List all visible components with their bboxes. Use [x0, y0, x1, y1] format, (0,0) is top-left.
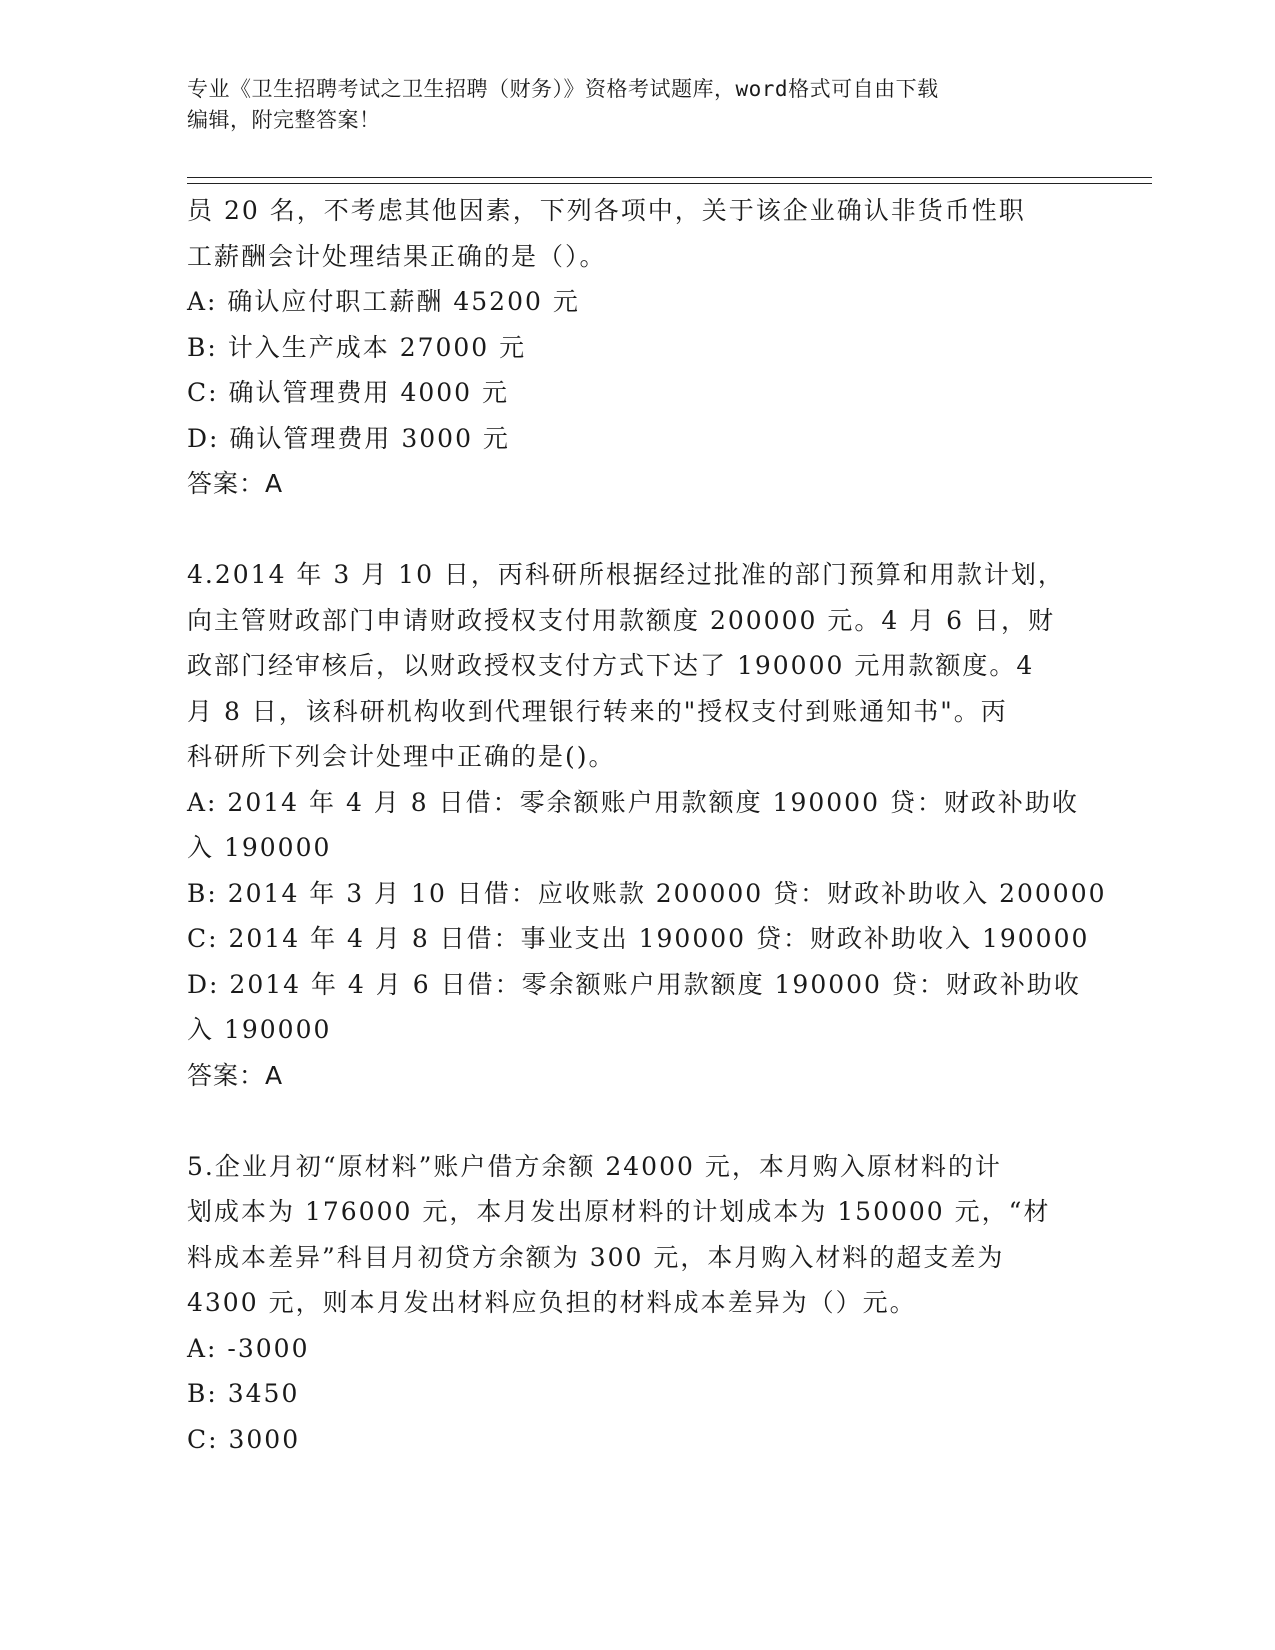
option-a: A: -3000	[187, 1333, 310, 1363]
answer-line: 答案：A	[187, 1060, 284, 1090]
question-stem-line: 员 20 名，不考虑其他因素，下列各项中，关于该企业确认非货币性职	[187, 196, 1026, 225]
question-stem-line: 科研所下列会计处理中正确的是()。	[187, 742, 616, 771]
question-stem-line: 工薪酬会计处理结果正确的是（）。	[187, 241, 607, 271]
question-stem-line: 向主管财政部门申请财政授权支付用款额度 200000 元。4 月 6 日，财	[187, 605, 1055, 635]
option-b: B: 2014 年 3 月 10 日借：应收账款 200000 贷：财政补助收入 200000	[187, 878, 1107, 908]
question-stem-line: 月 8 日，该科研机构收到代理银行转来的"授权支付到账通知书"。丙	[187, 696, 1008, 726]
question-stem-line: 划成本为 176000 元，本月发出原材料的计划成本为 150000 元，“材	[187, 1197, 1051, 1226]
question-5	[187, 1144, 1087, 1463]
header-line: 专业《卫生招聘考试之卫生招聘（财务）》资格考试题库，word格式可自由下载	[187, 77, 939, 101]
header-divider	[187, 183, 1152, 184]
option-b: B: 3450	[187, 1379, 300, 1408]
spacer	[187, 1098, 1087, 1144]
option-d-continued: 入 190000	[187, 1015, 332, 1044]
option-b: B: 计入生产成本 27000 元	[187, 332, 527, 362]
question-list	[187, 188, 1107, 1462]
header-divider	[187, 177, 1152, 178]
question-4	[187, 552, 1107, 1098]
answer-line: 答案：A	[187, 469, 284, 498]
question-stem-line: 5.企业月初“原材料”账户借方余额 24000 元，本月购入原材料的计	[187, 1151, 1002, 1181]
option-a: A: 确认应付职工薪酬 45200 元	[187, 287, 580, 316]
option-c: C: 3000	[187, 1424, 301, 1454]
header-line: 编辑，附完整答案！	[187, 108, 381, 132]
spacer	[187, 507, 1087, 553]
question-3	[187, 188, 1087, 507]
question-stem-line: 政部门经审核后，以财政授权支付方式下达了 190000 元用款额度。4	[187, 651, 1035, 680]
option-d: D: 确认管理费用 3000 元	[187, 423, 510, 453]
option-a-continued: 入 190000	[187, 833, 332, 862]
option-d: D: 2014 年 4 月 6 日借：零余额账户用款额度 190000 贷：财政补助收	[187, 969, 1081, 999]
option-c: C: 确认管理费用 4000 元	[187, 378, 510, 407]
option-c: C: 2014 年 4 月 8 日借：事业支出 190000 贷：财政补助收入 190000	[187, 924, 1090, 953]
question-stem-line: 4.2014 年 3 月 10 日，丙科研所根据经过批准的部门预算和用款计划，	[187, 560, 1065, 589]
page-header	[187, 74, 1067, 136]
question-stem-line: 料成本差异”科目月初贷方余额为 300 元，本月购入材料的超支差为	[187, 1242, 1005, 1272]
question-stem-line: 4300 元，则本月发出材料应负担的材料成本差异为（）元。	[187, 1288, 917, 1317]
option-a: A: 2014 年 4 月 8 日借：零余额账户用款额度 190000 贷：财政补助收	[187, 787, 1079, 817]
